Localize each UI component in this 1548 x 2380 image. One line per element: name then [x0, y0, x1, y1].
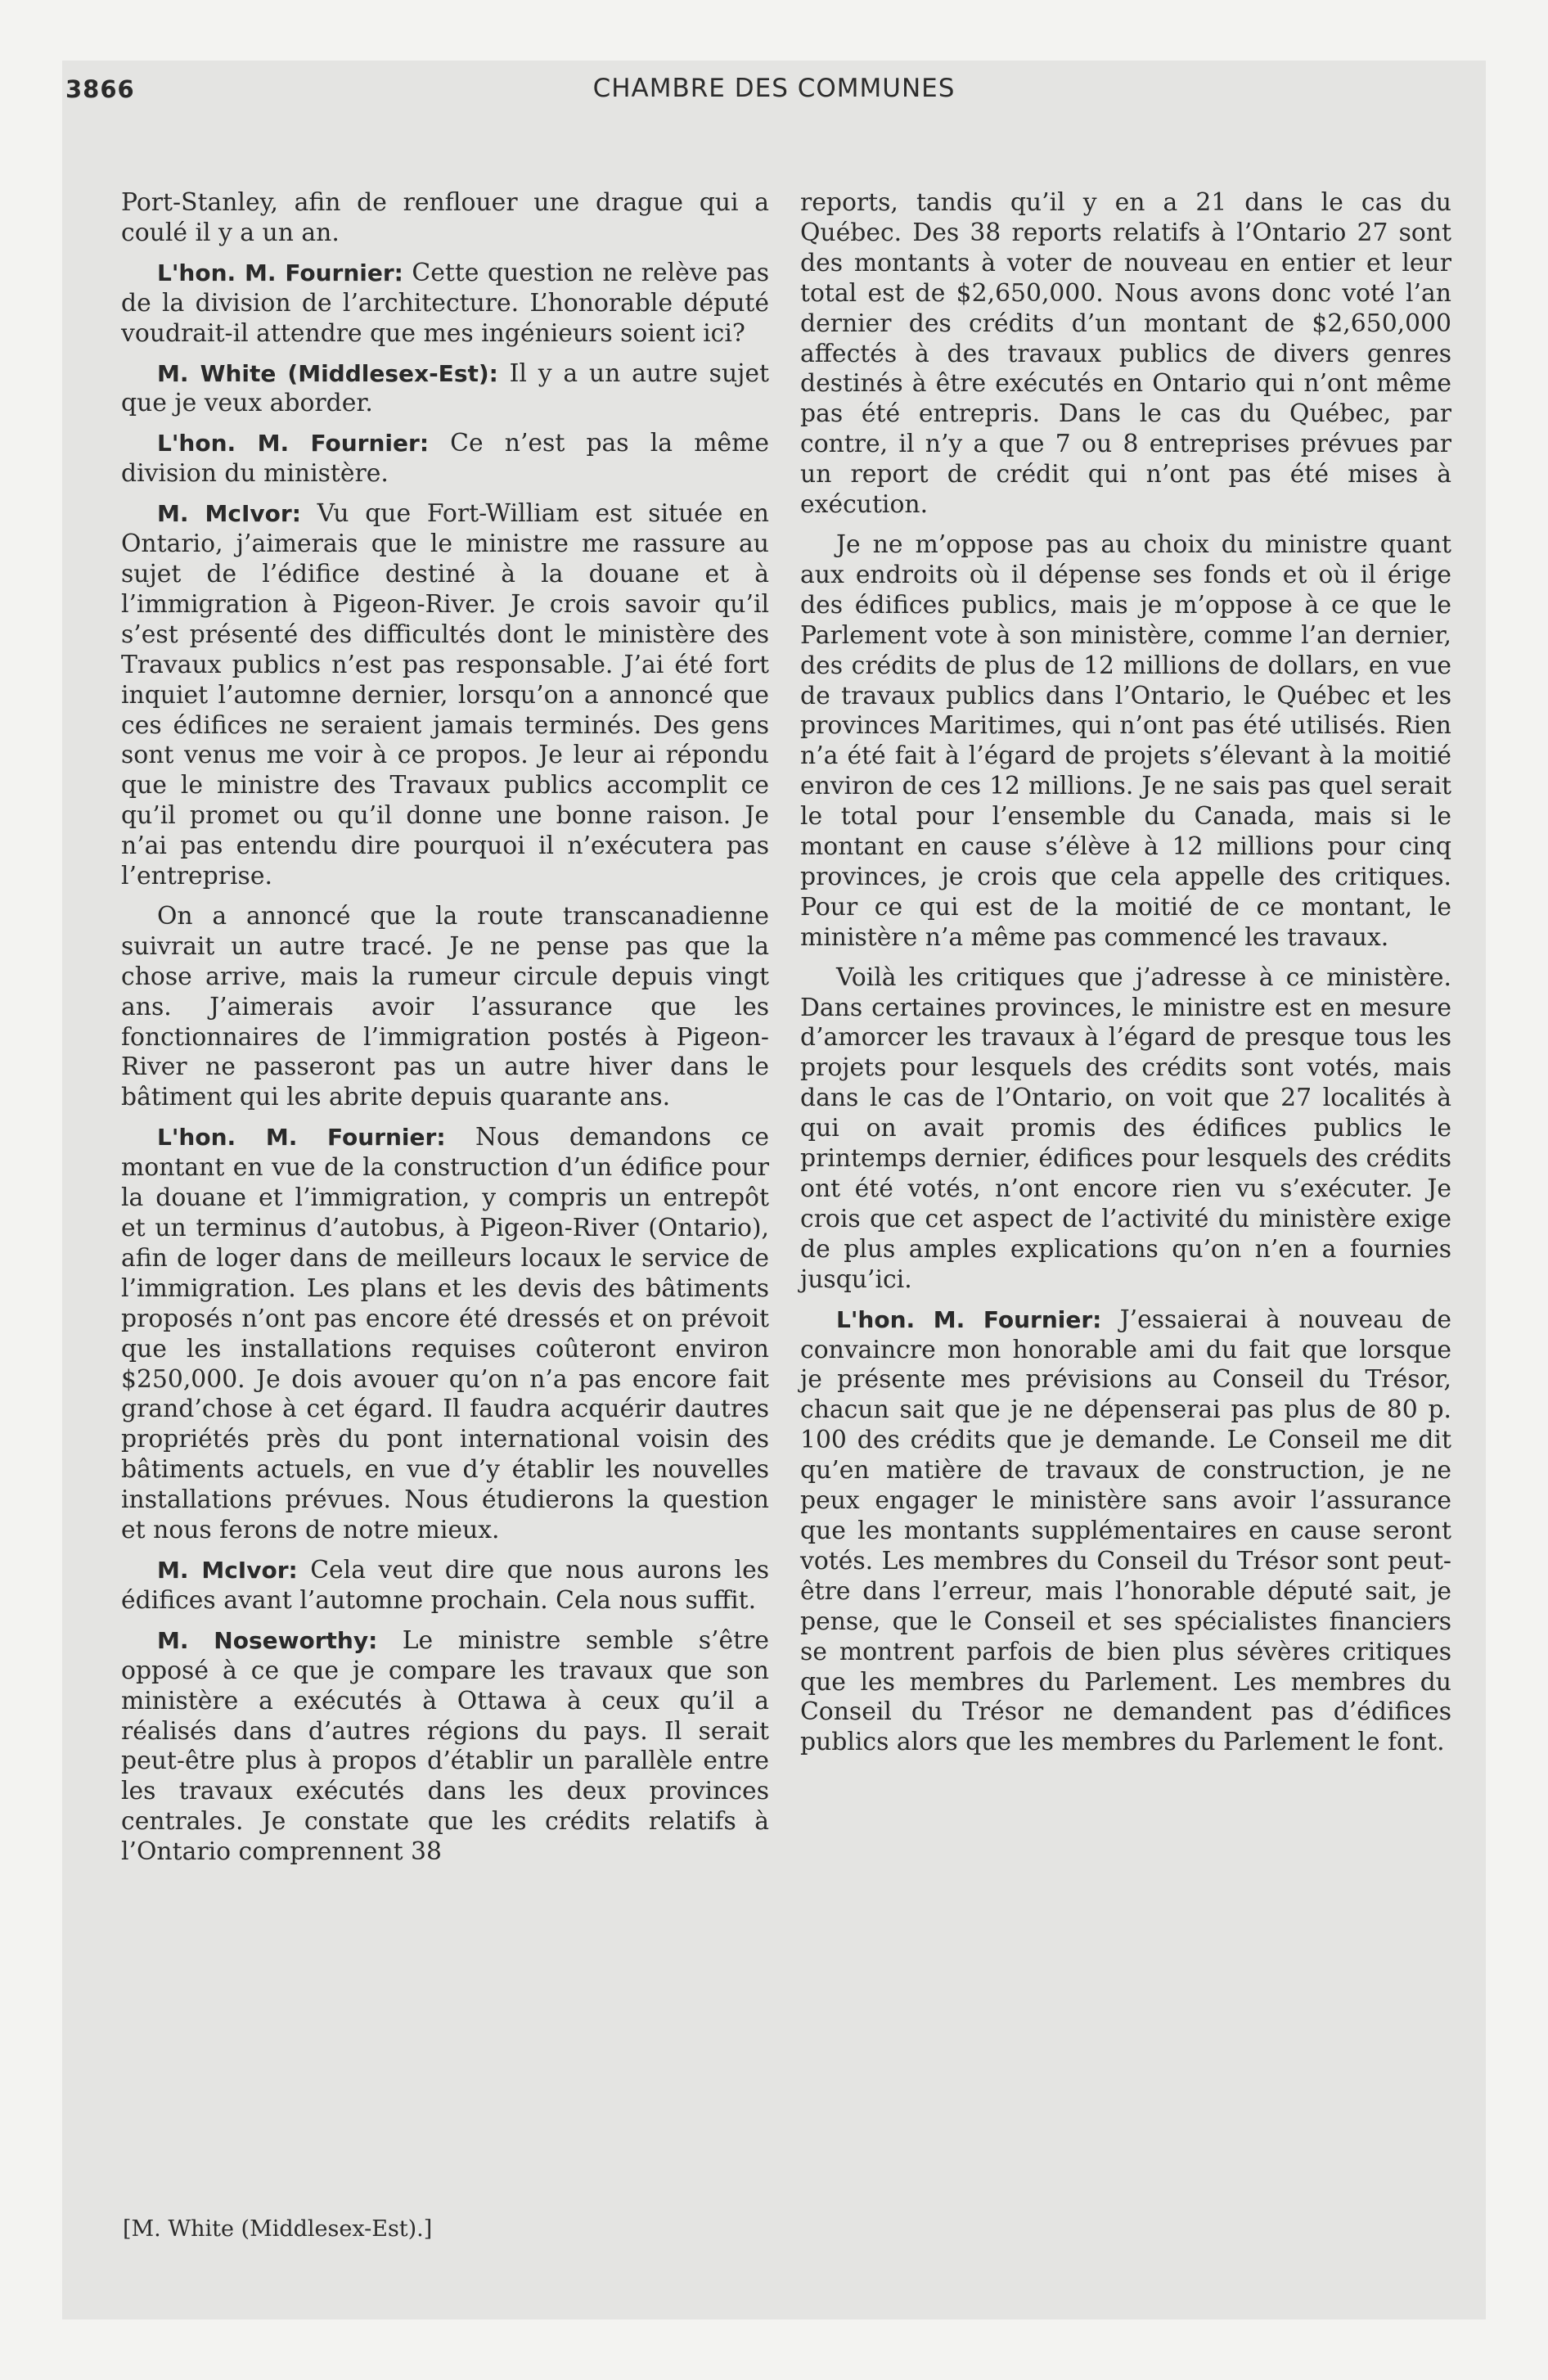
speaker-name: L'hon. M. Fournier:: [157, 1124, 446, 1152]
running-head: CHAMBRE DES COMMUNES: [592, 74, 956, 103]
paragraph: [121, 902, 769, 1113]
speaker-name: L'hon. M. Fournier:: [836, 1305, 1102, 1333]
paragraph: [121, 499, 769, 892]
page-number: 3866: [65, 75, 135, 103]
paragraph-text: Cette question ne relève pas de la division de l’architecture. L’honorable député voudrait-il attendre que mes ingénieurs soient ici?: [121, 258, 769, 348]
paragraph-text: reports, tandis qu’il y en a 21 dans le cas du Québec. Des 38 reports relatifs à l’Ontario 27 sont des montants à voter de nouveau en entier et leur total est de $2,650,000. Nous avons donc voté l’an dernier des crédits d’un montant de $2,650,000 affectés à des travaux publics de divers genres destinés à être exécutés en Ontario qui n’ont même pas été entrepris. Dans le cas du Québec, par contre, il n’y a que 7 ou 8 entreprises prévues par un report de crédit qui n’ont pas été mises à exécution.: [800, 188, 1451, 520]
paragraph-text: Je ne m’oppose pas au choix du ministre quant aux endroits où il dépense ses fonds et où il érige des édifices publics, mais je m’oppose à ce que le Parlement vote à son ministère, comme l’an dernier, des crédits de plus de 12 millions de dollars, en vue de travaux publics dans l’Ontario, le Québec et les provinces Maritimes, qui n’ont pas été utilisés. Rien n’a été fait à l’égard de projets s’élevant à la moitié environ de ces 12 millions. Je ne sais pas quel serait le total pour l’ensemble du Canada, mais si le montant en cause s’élève à 12 millions pour cinq provinces, je crois que cela appelle des critiques. Pour ce qui est de la moitié de ce montant, le ministère n’a même pas commencé les travaux.: [800, 530, 1451, 952]
paragraph-text: Ce n’est pas la même division du ministère.: [121, 429, 769, 489]
footer-reference: [M. White (Middlesex-Est).]: [123, 2216, 433, 2242]
left-column: [121, 188, 769, 1877]
paragraph-text: Nous demandons ce montant en vue de la construction d’un édifice pour la douane et l’immigration, y compris un entrepôt et un terminus d’autobus, à Pigeon-River (Ontario), afin de loger dans de meilleurs locaux le service de l’immigration. Les plans et les devis des bâtiments proposés n’ont pas encore été dressés et on prévoit que les installations requises coûteront environ $250,000. Je dois avouer qu’on n’a pas encore fait grand’chose à cet égard. Il faudra acquérir dautres propriétés près du pont international voisin des bâtiments actuels, en vue d’y établir les nouvelles installations prévues. Nous étudierons la question et nous ferons de notre mieux.: [121, 1123, 769, 1545]
speaker-name: M. McIvor:: [157, 1556, 298, 1584]
paragraph: [800, 530, 1451, 953]
speaker-name: L'hon. M. Fournier:: [157, 430, 430, 458]
paragraph-text: Il y a un autre sujet que je veux aborder.: [121, 358, 769, 418]
paragraph: [121, 1556, 769, 1616]
paragraph-text: Cela veut dire que nous aurons les édifices avant l’automne prochain. Cela nous suffit.: [121, 1555, 769, 1615]
paragraph: [121, 1626, 769, 1868]
paragraph: [121, 429, 769, 489]
speaker-name: L'hon. M. Fournier:: [157, 259, 403, 286]
speaker-name: M. Noseworthy:: [157, 1626, 378, 1654]
paragraph-text: J’essaierai à nouveau de convaincre mon honorable ami du fait que lorsque je présente mes prévisions au Conseil du Trésor, chacun sait que je ne dépenserai pas plus de 80 p. 100 des crédits que je demande. Le Conseil me dit qu’en matière de travaux de construction, je ne peux engager le ministère sans avoir l’assurance que les montants supplémentaires en cause seront votés. Les membres du Conseil du Trésor sont peut-être dans l’erreur, mais l’honorable député sait, je pense, que le Conseil et ses spécialistes financiers se montrent parfois de bien plus sévères critiques que les membres du Parlement. Les membres du Conseil du Trésor ne demandent pas d’édifices publics alors que les membres du Parlement le font.: [800, 1305, 1452, 1757]
paragraph: [121, 359, 769, 420]
paragraph-text: On a annoncé que la route transcanadienne suivrait un autre tracé. Je ne pense pas que la chose arrive, mais la rumeur circule depuis vingt ans. J’aimerais avoir l’assurance que les fonctionnaires de l’immigration postés à Pigeon-River ne passeront pas un autre hiver dans le bâtiment qui les abrite depuis quarante ans.: [121, 901, 769, 1112]
speaker-name: M. White (Middlesex-Est):: [157, 359, 498, 387]
paragraph-text: Vu que Fort-William est située en Ontario, j’aimerais que le ministre me rassure au sujet de l’édifice destiné à la douane et à l’immigration à Pigeon-River. Je crois savoir qu’il s’est présenté des difficultés dont le ministère des Travaux publics n’est pas responsable. J’ai été fort inquiet l’automne dernier, lorsqu’on a annoncé que ces édifices ne seraient jamais terminés. Des gens sont venus me voir à ce propos. Je leur ai répondu que le ministre des Travaux publics accomplit ce qu’il promet ou qu’il donne une bonne raison. Je n’ai pas entendu dire pourquoi il n’exécutera pas l’entreprise.: [121, 499, 769, 891]
paragraph: [121, 259, 769, 349]
paragraph: [800, 1305, 1451, 1759]
paragraph-text: Le ministre semble s’être opposé à ce que je compare les travaux que son ministère a exécutés à Ottawa à ceux qu’il a réalisés dans d’autres régions du pays. Il serait peut-être plus à propos d’établir un parallèle entre les travaux exécutés dans les deux provinces centrales. Je constate que les crédits relatifs à l’Ontario comprennent 38: [121, 1625, 769, 1867]
paragraph: [121, 188, 769, 249]
paragraph: [800, 963, 1451, 1296]
paragraph: [800, 188, 1451, 521]
speaker-name: M. McIvor:: [157, 500, 301, 528]
paragraph-text: Port-Stanley, afin de renflouer une drague qui a coulé il y a un an.: [121, 188, 769, 247]
paragraph-text: Voilà les critiques que j’adresse à ce ministère. Dans certaines provinces, le ministre est en mesure d’amorcer les travaux à l’égard de presque tous les projets pour lesquels des crédits sont votés, mais dans le cas de l’Ontario, on voit que 27 localités à qui on avait promis des édifices publics le printemps dernier, édifices pour lesquels des crédits ont été votés, n’ont encore rien vu s’exécuter. Je crois que cet aspect de l’activité du ministère exige de plus amples explications qu’on n’en a fournies jusqu’ici.: [800, 962, 1451, 1294]
paragraph: [121, 1123, 769, 1546]
right-column: [800, 188, 1451, 1768]
